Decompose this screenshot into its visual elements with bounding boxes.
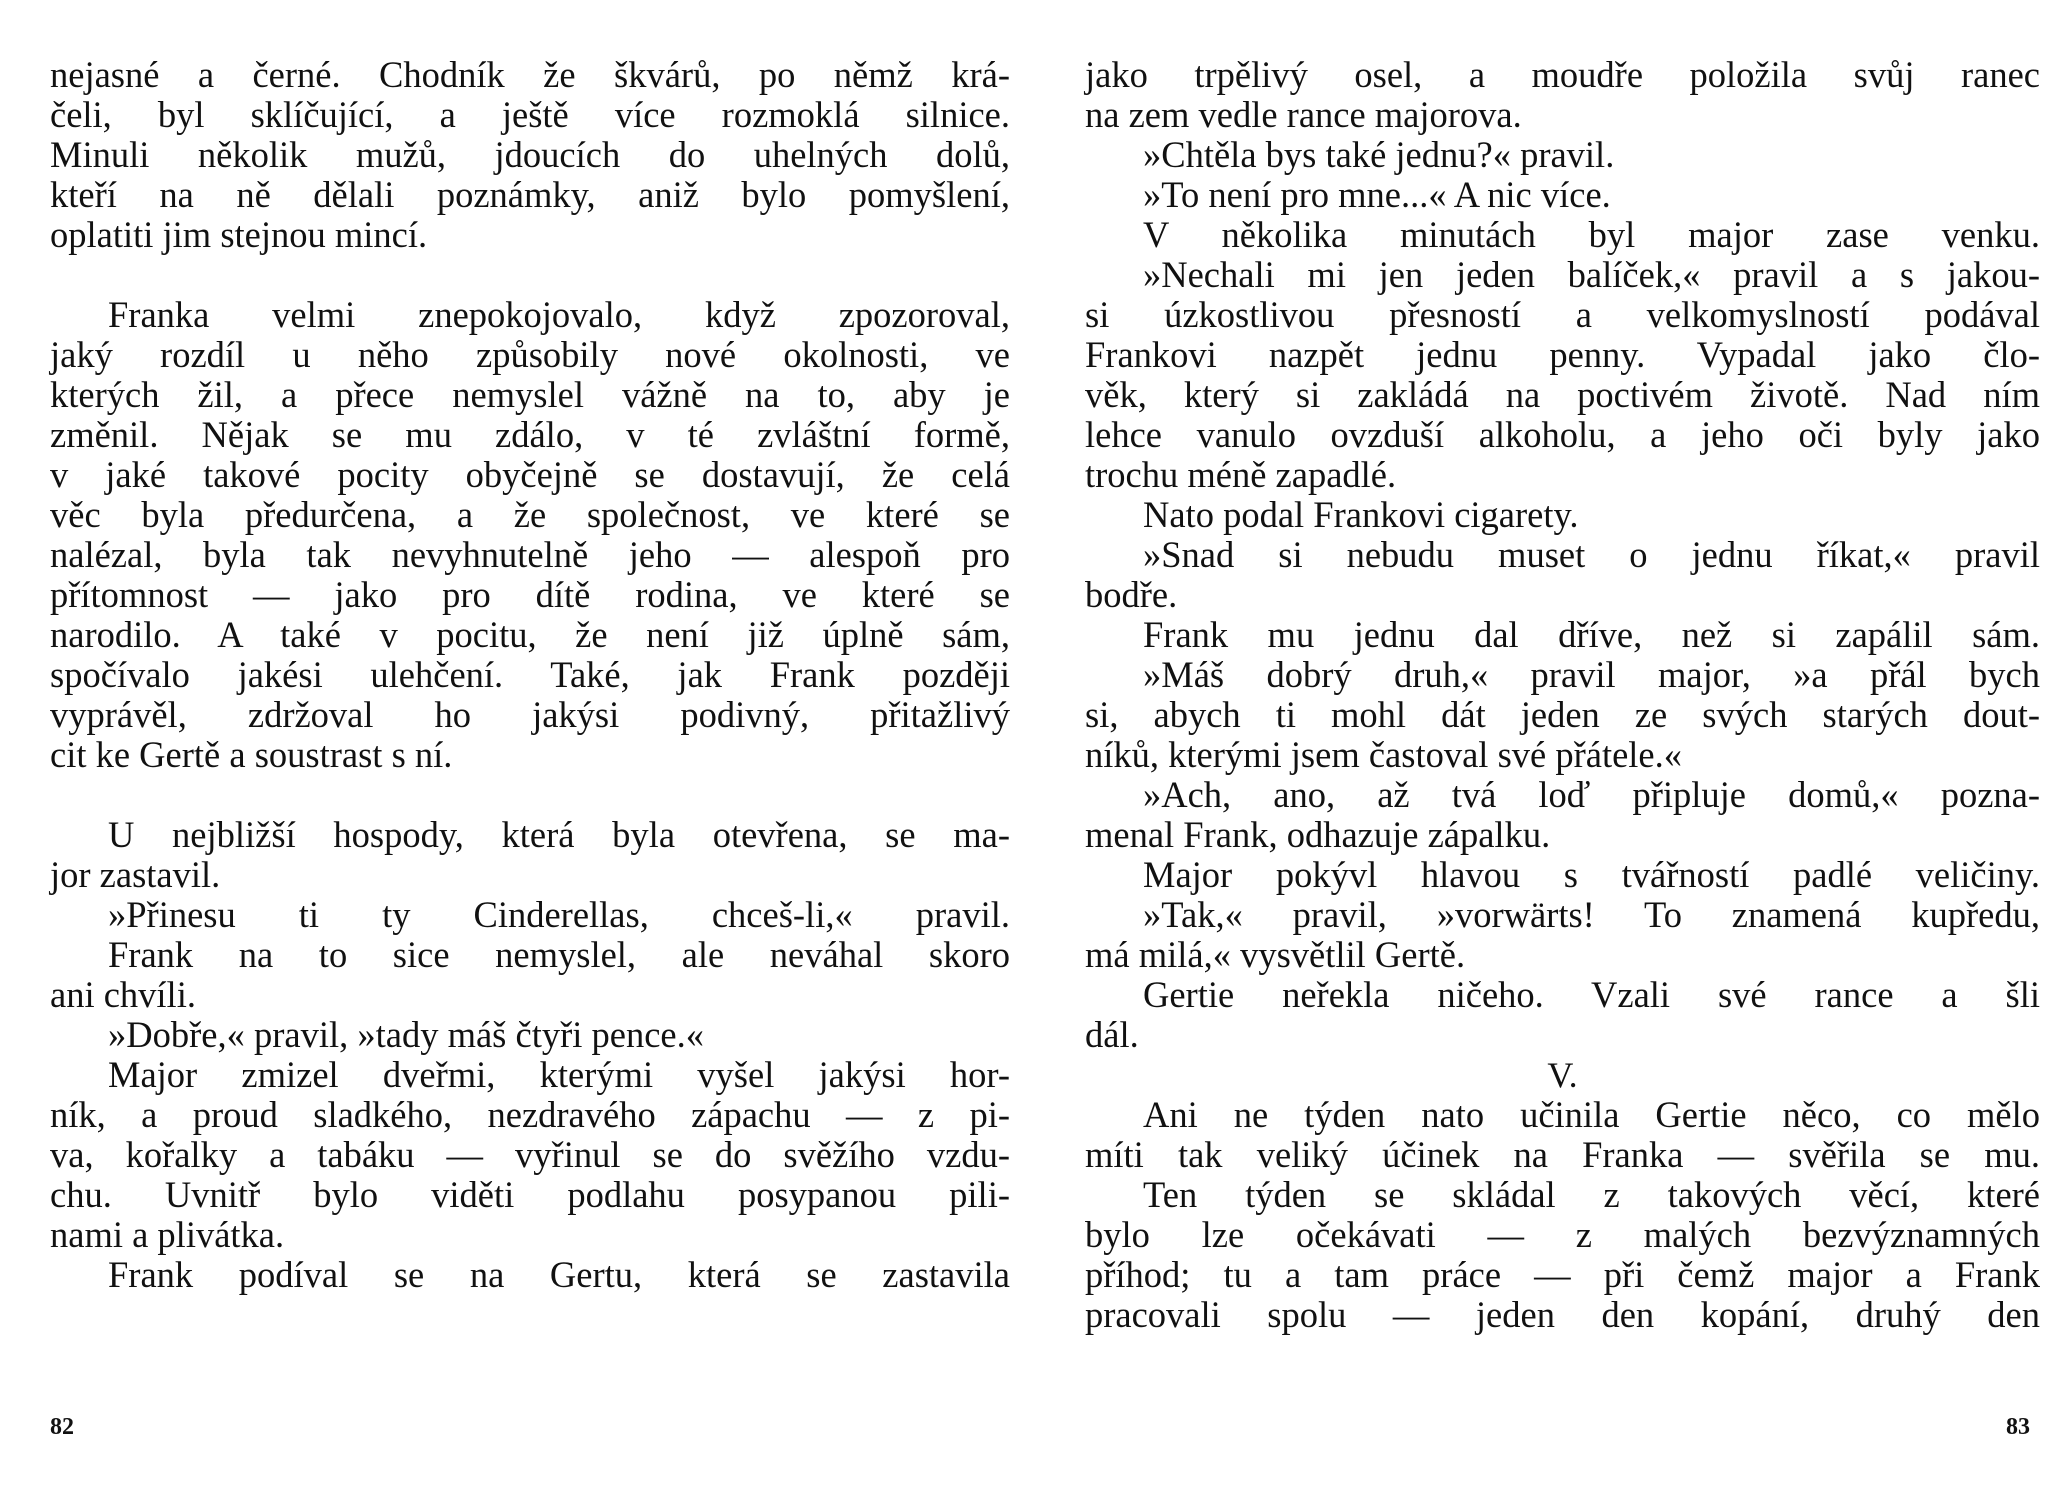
text-line: »Přinesu ti ty Cinderellas, chceš-li,« pravil. xyxy=(108,894,1010,935)
right-page-text xyxy=(1085,55,2040,1335)
text-line: věk, který si zakládá na poctivém životě. Nad ním xyxy=(1085,374,2040,415)
text-line: věc byla předurčena, a že společnost, ve které se xyxy=(50,494,1010,535)
text-line: menal Frank, odhazuje zápalku. xyxy=(1085,814,1551,855)
text-line: si úzkostlivou přesností a velkomyslností podával xyxy=(1085,294,2040,335)
text-line: Nato podal Frankovi cigarety. xyxy=(1143,494,1579,535)
text-line: čeli, byl sklíčující, a ještě více rozmoklá silnice. xyxy=(50,94,1010,135)
text-line: oplatiti jim stejnou mincí. xyxy=(50,214,428,255)
text-line: »Chtěla bys také jednu?« pravil. xyxy=(1143,134,1615,175)
text-line: Major zmizel dveřmi, kterými vyšel jakýsi hor- xyxy=(108,1054,1010,1095)
text-line: Frank podíval se na Gertu, která se zastavila xyxy=(108,1254,1010,1295)
paragraph-gap xyxy=(50,255,1010,295)
text-line: Frankovi nazpět jednu penny. Vypadal jako člo- xyxy=(1085,334,2040,375)
text-line: příhod; tu a tam práce — při čemž major a Frank xyxy=(1085,1254,2040,1295)
text-line: cit ke Gertě a soustrast s ní. xyxy=(50,734,453,775)
text-line: Franka velmi znepokojovalo, když zpozoroval, xyxy=(108,294,1010,335)
text-line: ani chvíli. xyxy=(50,974,196,1015)
text-line: »Ach, ano, až tvá loď připluje domů,« pozna- xyxy=(1143,774,2040,815)
text-line: má milá,« vysvětlil Gertě. xyxy=(1085,934,1466,975)
text-line: přítomnost — jako pro dítě rodina, ve které se xyxy=(50,574,1010,615)
text-line: va, kořalky a tabáku — vyřinul se do svěžího vzdu- xyxy=(50,1134,1010,1175)
text-line: U nejbližší hospody, která byla otevřena, se ma- xyxy=(108,814,1010,855)
left-page xyxy=(50,0,1010,1500)
page-number: 83 xyxy=(2006,1414,2030,1440)
text-line: jaký rozdíl u něho způsobily nové okolnosti, ve xyxy=(50,334,1010,375)
text-line: Ani ne týden nato učinila Gertie něco, co mělo xyxy=(1143,1094,2040,1135)
text-line: Major pokývl hlavou s tvářností padlé veličiny. xyxy=(1143,854,2040,895)
text-line: nami a plivátka. xyxy=(50,1214,285,1255)
text-line: V několika minutách byl major zase venku. xyxy=(1143,214,2040,255)
text-line: »Dobře,« pravil, »tady máš čtyři pence.« xyxy=(108,1014,704,1055)
text-line: »To není pro mne...« A nic více. xyxy=(1143,174,1611,215)
text-line: nejasné a černé. Chodník že škvárů, po němž krá- xyxy=(50,54,1010,95)
text-line: Gertie neřekla ničeho. Vzali své rance a šli xyxy=(1143,974,2040,1015)
left-page-text xyxy=(50,55,1010,1295)
text-line: vyprávěl, zdržoval ho jakýsi podivný, přitažlivý xyxy=(50,694,1010,735)
text-line: Ten týden se skládal z takových věcí, které xyxy=(1143,1174,2040,1215)
text-line: bylo lze očekávati — z malých bezvýznamných xyxy=(1085,1214,2040,1255)
page-number: 82 xyxy=(50,1414,74,1440)
text-line: »Máš dobrý druh,« pravil major, »a přál bych xyxy=(1143,654,2040,695)
text-line: lehce vanulo ovzduší alkoholu, a jeho oči byly jako xyxy=(1085,414,2040,455)
text-line: změnil. Nějak se mu zdálo, v té zvláštní formě, xyxy=(50,414,1010,455)
text-line: spočívalo jakési ulehčení. Také, jak Frank později xyxy=(50,654,1010,695)
text-line: narodilo. A také v pocitu, že není již úplně sám, xyxy=(50,614,1010,655)
text-line: níků, kterými jsem častoval své přátele.« xyxy=(1085,734,1683,775)
text-line: na zem vedle rance majorova. xyxy=(1085,94,1522,135)
text-line: kterých žil, a přece nemyslel vážně na to, aby je xyxy=(50,374,1010,415)
chapter-heading: V. xyxy=(1547,1055,1578,1095)
text-line: si, abych ti mohl dát jeden ze svých starých dout- xyxy=(1085,694,2040,735)
text-line: v jaké takové pocity obyčejně se dostavují, že celá xyxy=(50,454,1010,495)
text-line: pracovali spolu — jeden den kopání, druhý den xyxy=(1085,1294,2040,1335)
text-line: míti tak veliký účinek na Franka — svěřila se mu. xyxy=(1085,1134,2040,1175)
text-line: Minuli několik mužů, jdoucích do uhelných dolů, xyxy=(50,134,1010,175)
paragraph-gap xyxy=(50,775,1010,815)
text-line: jor zastavil. xyxy=(50,854,221,895)
text-line: kteří na ně dělali poznámky, aniž bylo pomyšlení, xyxy=(50,174,1010,215)
right-page xyxy=(1085,0,2040,1500)
text-line: chu. Uvnitř bylo viděti podlahu posypanou pili- xyxy=(50,1174,1010,1215)
text-line: dál. xyxy=(1085,1014,1139,1055)
text-line: nalézal, byla tak nevyhnutelně jeho — alespoň pro xyxy=(50,534,1010,575)
text-line: ník, a proud sladkého, nezdravého zápachu — z pi- xyxy=(50,1094,1010,1135)
text-line: »Nechali mi jen jeden balíček,« pravil a s jakou- xyxy=(1143,254,2040,295)
text-line: »Snad si nebudu muset o jednu říkat,« pravil xyxy=(1143,534,2040,575)
text-line: bodře. xyxy=(1085,574,1178,615)
text-line: »Tak,« pravil, »vorwärts! To znamená kupředu, xyxy=(1143,894,2040,935)
text-line: Frank mu jednu dal dříve, než si zapálil sám. xyxy=(1143,614,2040,655)
text-line: Frank na to sice nemyslel, ale neváhal skoro xyxy=(108,934,1010,975)
text-line: jako trpělivý osel, a moudře položila svůj ranec xyxy=(1085,54,2040,95)
text-line: trochu méně zapadlé. xyxy=(1085,454,1397,495)
